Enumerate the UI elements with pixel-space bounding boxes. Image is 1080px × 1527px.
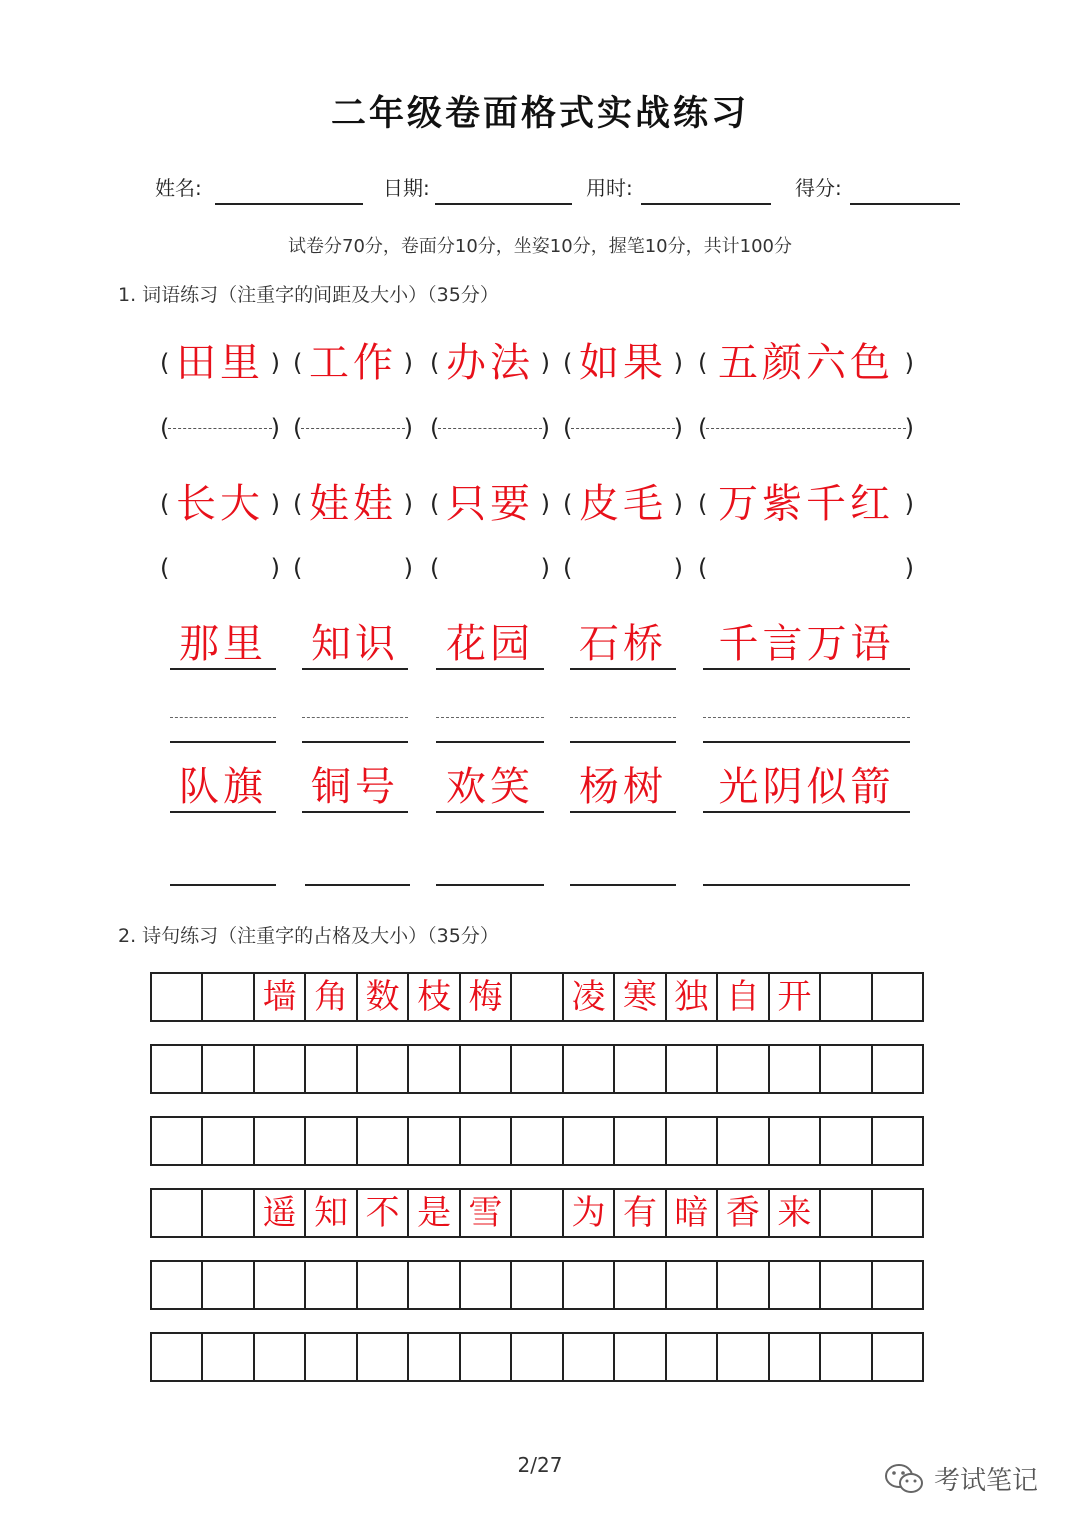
answer-paren[interactable]: ( ) <box>293 414 413 442</box>
word-line <box>302 758 408 813</box>
word-box: ( 五颜六色 ) <box>698 333 914 393</box>
poem-practice-row[interactable] <box>150 1260 924 1310</box>
word-text: 那里 <box>179 621 267 667</box>
poem-practice-row[interactable] <box>150 1332 924 1382</box>
word-text: 花园 <box>446 621 534 667</box>
word-text: 五颜六色 <box>718 340 894 386</box>
poem-grid-row-2 <box>150 1188 924 1238</box>
word-line <box>570 758 676 813</box>
grid-cell <box>203 974 254 1020</box>
grid-cell: 枝 <box>409 974 460 1020</box>
word-text: 办法 <box>446 340 534 386</box>
word-line <box>703 615 910 670</box>
word-box: ( 如果 ) <box>563 333 683 393</box>
word-line <box>703 758 910 813</box>
page-title: 二年级卷面格式实战练习 <box>330 94 749 134</box>
word-text: 知识 <box>311 621 399 667</box>
grid-cell: 梅 <box>461 974 512 1020</box>
practice-line[interactable] <box>570 715 676 743</box>
score-note: 试卷分70分，卷面分10分，坐姿10分，握笔10分，共计100分 <box>288 236 792 257</box>
grid-cell: 是 <box>409 1190 460 1236</box>
word-box: ( 长大 ) <box>160 474 280 534</box>
grid-cell: 不 <box>358 1190 409 1236</box>
grid-cell: 香 <box>718 1190 769 1236</box>
word-text: 万紫千红 <box>718 481 894 527</box>
score-label: 得分: <box>795 176 842 200</box>
word-text: 如果 <box>579 340 667 386</box>
grid-cell: 开 <box>770 974 821 1020</box>
grid-cell <box>821 1190 872 1236</box>
word-line <box>570 615 676 670</box>
grid-cell: 知 <box>306 1190 357 1236</box>
grid-cell: 独 <box>667 974 718 1020</box>
answer-paren[interactable]: ( ) <box>293 554 413 582</box>
grid-cell: 雪 <box>461 1190 512 1236</box>
poem-practice-row[interactable] <box>150 1116 924 1166</box>
grid-cell: 角 <box>306 974 357 1020</box>
word-text: 娃娃 <box>309 481 397 527</box>
grid-cell: 遥 <box>255 1190 306 1236</box>
grid-cell <box>873 974 922 1020</box>
grid-cell <box>512 974 563 1020</box>
word-box: ( 田里 ) <box>160 333 280 393</box>
word-line <box>436 615 544 670</box>
answer-paren[interactable]: ( ) <box>563 554 683 582</box>
score-blank[interactable] <box>850 203 960 205</box>
grid-cell <box>821 974 872 1020</box>
date-blank[interactable] <box>435 203 572 205</box>
practice-line[interactable] <box>436 858 544 886</box>
word-text: 只要 <box>446 481 534 527</box>
practice-line[interactable] <box>302 715 408 743</box>
word-text: 石桥 <box>579 621 667 667</box>
word-text: 长大 <box>176 481 264 527</box>
word-text: 光阴似箭 <box>718 764 895 810</box>
answer-paren[interactable]: ( ) <box>160 414 280 442</box>
date-label: 日期: <box>383 176 430 200</box>
answer-paren[interactable]: ( ) <box>430 414 550 442</box>
grid-cell: 暗 <box>667 1190 718 1236</box>
grid-cell <box>873 1190 922 1236</box>
answer-paren[interactable]: ( ) <box>698 554 914 582</box>
answer-paren[interactable]: ( ) <box>563 414 683 442</box>
time-label: 用时: <box>586 176 633 200</box>
word-line <box>170 615 276 670</box>
word-text: 田里 <box>176 340 264 386</box>
word-box: ( 办法 ) <box>430 333 550 393</box>
word-line <box>302 615 408 670</box>
grid-cell: 数 <box>358 974 409 1020</box>
word-text: 皮毛 <box>579 481 667 527</box>
grid-cell: 寒 <box>615 974 666 1020</box>
word-text: 队旗 <box>179 764 267 810</box>
answer-paren[interactable]: ( ) <box>698 414 914 442</box>
practice-line[interactable] <box>170 715 276 743</box>
section1-title: 1. 词语练习（注重字的间距及大小）（35分） <box>118 284 499 306</box>
word-box: ( 皮毛 ) <box>563 474 683 534</box>
word-box: ( 娃娃 ) <box>293 474 413 534</box>
grid-cell: 为 <box>564 1190 615 1236</box>
grid-cell <box>152 974 203 1020</box>
grid-cell: 来 <box>770 1190 821 1236</box>
grid-cell: 墙 <box>255 974 306 1020</box>
word-box: ( 万紫千红 ) <box>698 474 914 534</box>
answer-paren[interactable]: ( ) <box>430 554 550 582</box>
time-blank[interactable] <box>641 203 771 205</box>
grid-cell: 有 <box>615 1190 666 1236</box>
brand-watermark <box>884 1460 1038 1497</box>
name-label: 姓名: <box>155 176 202 200</box>
word-box: ( 只要 ) <box>430 474 550 534</box>
grid-cell <box>203 1190 254 1236</box>
grid-cell: 凌 <box>564 974 615 1020</box>
section2-title: 2. 诗句练习（注重字的占格及大小）（35分） <box>118 925 499 947</box>
name-blank[interactable] <box>215 203 363 205</box>
word-text: 铜号 <box>311 764 399 810</box>
practice-line[interactable] <box>570 858 676 886</box>
word-line <box>436 758 544 813</box>
answer-paren[interactable]: ( ) <box>160 554 280 582</box>
word-box: ( 工作 ) <box>293 333 413 393</box>
word-line <box>170 758 276 813</box>
poem-practice-row[interactable] <box>150 1044 924 1094</box>
practice-line[interactable] <box>703 715 910 743</box>
poem-grid-row-1 <box>150 972 924 1022</box>
practice-line[interactable] <box>170 858 276 886</box>
grid-cell <box>152 1190 203 1236</box>
grid-cell: 自 <box>718 974 769 1020</box>
practice-line[interactable] <box>703 858 910 886</box>
word-text: 千言万语 <box>718 621 895 667</box>
word-text: 欢笑 <box>446 764 534 810</box>
word-text: 杨树 <box>579 764 667 810</box>
grid-cell <box>512 1190 563 1236</box>
wechat-icon <box>884 1462 924 1496</box>
practice-line[interactable] <box>305 858 410 886</box>
page-number: 2/27 <box>517 1453 563 1477</box>
practice-line[interactable] <box>436 715 544 743</box>
word-text: 工作 <box>309 340 397 386</box>
brand-name: 考试笔记 <box>934 1466 1039 1496</box>
